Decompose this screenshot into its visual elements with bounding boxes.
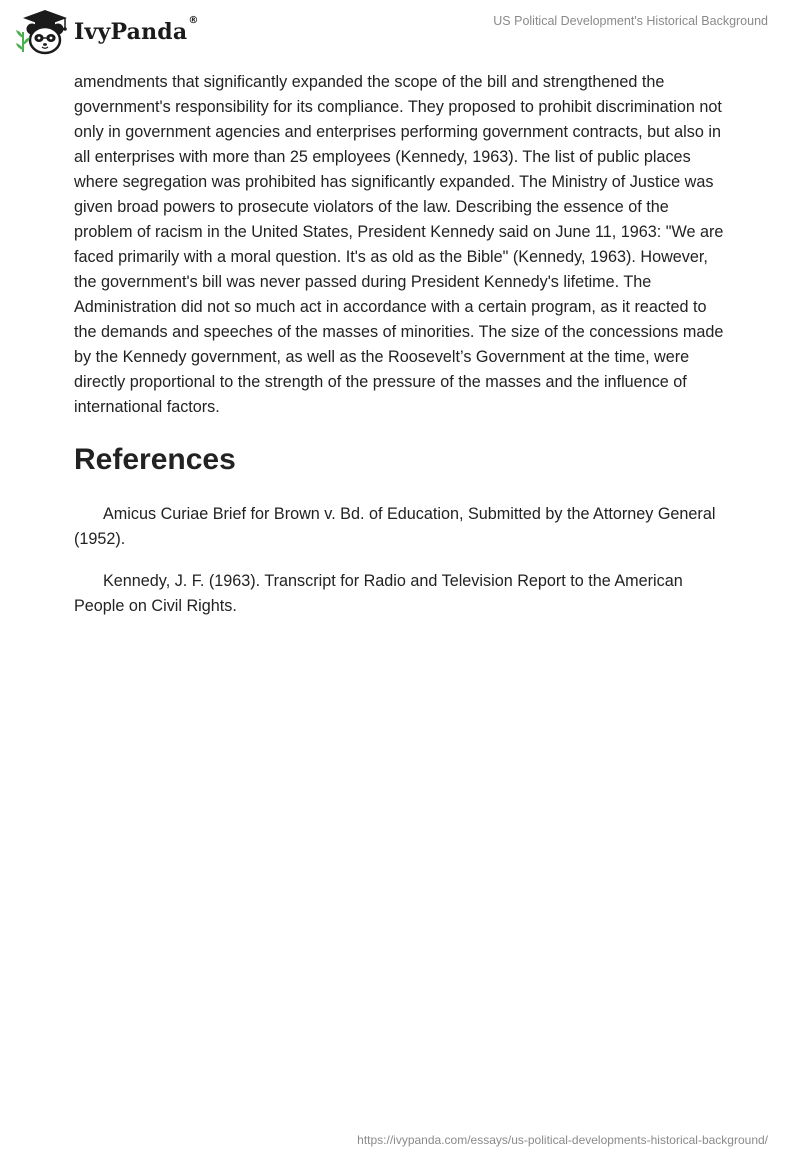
- reference-item: Kennedy, J. F. (1963). Transcript for Radio and Television Report to the American People on Civil Rights.: [74, 572, 683, 615]
- body-paragraph: amendments that significantly expanded the scope of the bill and strengthened the government's responsibility for its compliance. They proposed to prohibit discrimination not only in government agencies and enterprises performing government contracts, but also in all enterprises with more than 25 employees (Kennedy, 1963). The list of public places where segregation was prohibited has significantly expanded. The Ministry of Justice was given broad powers to prosecute violators of the law. Describing the essence of the problem of racism in the United States, President Kennedy said on June 11, 1963: "We are faced primarily with a moral question. It's as old as the Bible" (Kennedy, 1963). However, the government's bill was never passed during President Kennedy's lifetime. The Administration did not so much act in accordance with a certain program, as it reacted to the demands and speeches of the masses of minorities. The size of the concessions made by the Kennedy government, as well as the Roosevelt’s Government at the time, were directly proportional to the strength of the pressure of the masses and the influence of international factors.: [74, 73, 724, 416]
- references-heading: References: [74, 443, 236, 476]
- logo-text: [74, 15, 199, 45]
- page-header: [0, 0, 800, 64]
- logo[interactable]: [14, 8, 199, 56]
- panda-logo-icon: [14, 8, 72, 56]
- brand-name: IvyPanda: [74, 19, 188, 45]
- reference-item: Amicus Curiae Brief for Brown v. Bd. of Education, Submitted by the Attorney General (1952).: [74, 505, 716, 548]
- footer-url[interactable]: https://ivypanda.com/essays/us-political-developments-historical-background/: [357, 1133, 768, 1147]
- registered-mark: ®: [188, 15, 199, 26]
- document-title: US Political Development's Historical Background: [493, 14, 768, 28]
- document-body: [74, 70, 726, 619]
